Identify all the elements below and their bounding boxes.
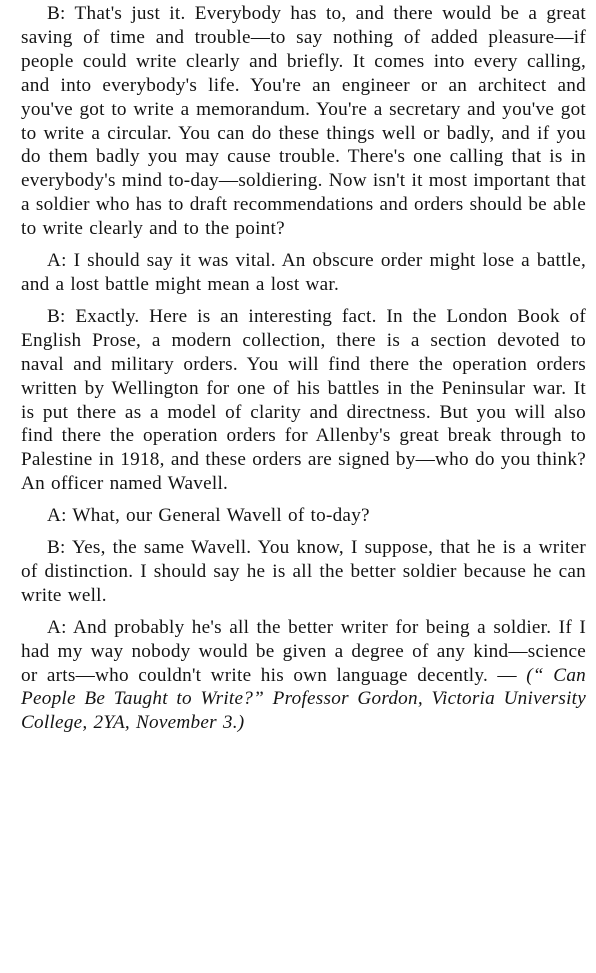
paragraph-text: What, our General Wavell of to-day? xyxy=(72,505,370,527)
paragraph-text: And probably he's all the better writer for being a soldier. If I had my way nobody would be given a degree of any kind—science or arts—who couldn't write his own language decently. — xyxy=(21,616,586,686)
speaker-label: B: xyxy=(47,305,66,327)
paragraph-text: I should say it was vital. An obscure order might lose a battle, and a lost battle might mean a lost war. xyxy=(21,250,587,295)
speaker-label: B: xyxy=(47,537,66,559)
paragraph-text: Yes, the same Wavell. You know, I suppose, that he is a writer of distinction. I should say he is all the better soldier because he can write well. xyxy=(21,537,586,606)
paragraph-text: That's just it. Everybody has to, and there would be a great saving of time and trouble—to say nothing of added pleasure—if people could write clearly and briefly. It comes into every calling, and into everybody's life. You're an engineer or an architect and you've got to write a memorandum. You're a secretary and you've got to write a circular. You can do these things well or badly, and if you do them badly you may cause trouble. There's one calling that is in everybody's mind to-day—soldiering. Now isn't it most important that a soldier who has to draft recommendations and orders should be able to write clearly and to the point? xyxy=(21,3,587,240)
speaker-label: B: xyxy=(47,3,66,24)
dialogue-paragraph-3 xyxy=(21,305,586,496)
speaker-label: A: xyxy=(47,505,67,527)
source-citation: (“ Can People Be Taught to Write?” Professor Gordon, Victoria University College, 2YA, November 3.) xyxy=(21,664,587,734)
dialogue-paragraph-1 xyxy=(21,2,586,241)
dialogue-paragraph-5 xyxy=(21,536,586,608)
speaker-label: A: xyxy=(47,250,67,272)
dialogue-paragraph-2 xyxy=(21,249,586,297)
speaker-label: A: xyxy=(47,616,67,638)
dialogue-paragraph-6 xyxy=(21,616,586,736)
paragraph-text: Exactly. Here is an interesting fact. In the London Book of English Prose, a modern collection, there is a section devoted to naval and military orders. You will find there the operation orders written by Wellington for one of his battles in the Peninsular war. It is put there as a model of clarity and directness. But you will also find there the operation orders for Allenby's great break through to Palestine in 1918, and these orders are signed by—who do you think? An officer named Wavell. xyxy=(21,305,586,495)
dialogue-paragraph-4 xyxy=(21,504,586,528)
